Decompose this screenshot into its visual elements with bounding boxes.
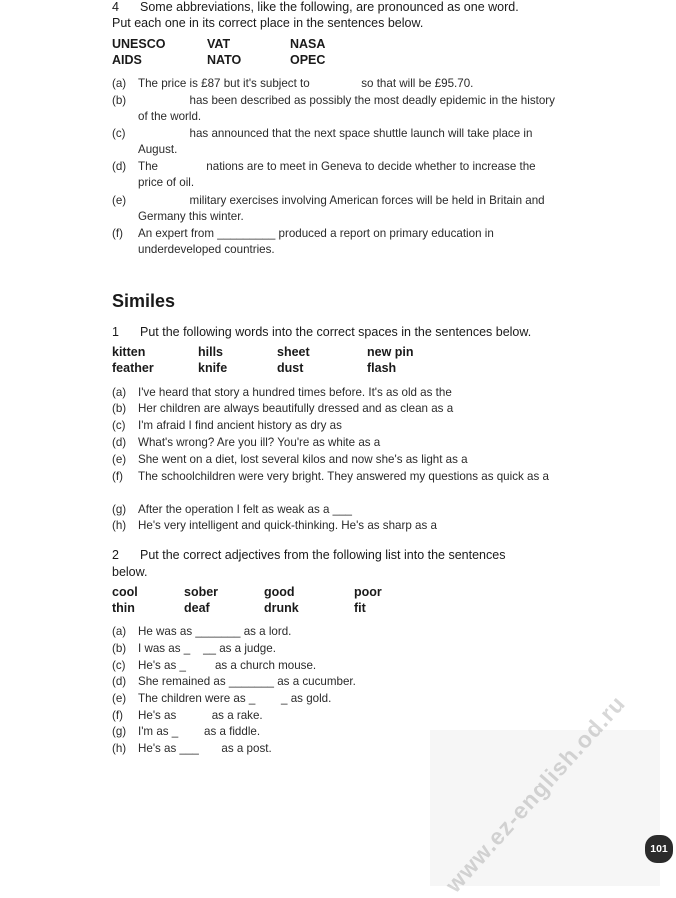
sentence-label: (f) [112,470,123,483]
ex4-instruction-line2: Put each one in its correct place in the sentences below. [112,16,424,30]
sentence-label: (e) [112,194,127,207]
word-item: UNESCO [112,37,166,51]
sentence-continuation: underdeveloped countries. [138,243,275,256]
sentence-text: Her children are always beautifully dressed and as clean as a [138,402,454,415]
sentence-label: (d) [112,160,127,173]
word-item: feather [112,361,154,375]
sentence-text: He's very intelligent and quick-thinking. He's as sharp as a [138,519,437,532]
sentence-text: The children were as _ _ as gold. [138,692,332,705]
word-item: new pin [367,345,414,359]
sentence-label: (g) [112,503,127,516]
sentence-text: He's as ___ as a post. [138,742,272,755]
ex4-number: 4 [112,0,119,14]
word-item: flash [367,361,397,375]
watermark: www.ez-english.od.ru [440,690,631,898]
sentence-label: (a) [112,625,127,638]
word-item: NASA [290,37,326,51]
sentence-label: (c) [112,659,126,672]
sentence-label: (b) [112,402,127,415]
sentence-text: has announced that the next space shuttle launch will take place in [138,127,533,140]
sentence-label: (a) [112,386,127,399]
sentence-text: has been described as possibly the most deadly epidemic in the history [138,94,555,107]
sentence-label: (f) [112,227,123,240]
sentence-label: (h) [112,742,127,755]
ex2-instruction: Put the correct adjectives from the following list into the sentences [140,548,506,562]
word-item: NATO [207,53,242,67]
sentence-text: The price is £87 but it's subject to so that will be £95.70. [138,77,474,90]
sentence-text: The nations are to meet in Geneva to decide whether to increase the [138,160,536,173]
word-item: deaf [184,601,210,615]
sentence-text: What's wrong? Are you ill? You're as white as a [138,436,381,449]
sentence-label: (h) [112,519,127,532]
sentence-text: After the operation I felt as weak as a ___ [138,503,352,516]
sentence-label: (g) [112,725,127,738]
word-item: good [264,585,295,599]
ex4-instruction-line1: Some abbreviations, like the following, are pronounced as one word. [140,0,519,14]
sentence-text: military exercises involving American forces will be held in Britain and [138,194,545,207]
sentence-label: (a) [112,77,127,90]
word-item: dust [277,361,304,375]
sentence-text: The schoolchildren were very bright. They answered my questions as quick as a [138,470,549,483]
word-item: hills [198,345,224,359]
sentence-continuation: price of oil. [138,176,195,189]
word-item: cool [112,585,138,599]
sentence-text: An expert from _________ produced a report on primary education in [138,227,494,240]
sentence-label: (d) [112,675,127,688]
word-item: kitten [112,345,146,359]
section-heading: Similes [112,291,176,311]
word-item: AIDS [112,53,142,67]
word-item: thin [112,601,135,615]
word-item: poor [354,585,382,599]
sentence-text: I'm as _ as a fiddle. [138,725,261,738]
sentence-text: I was as _ __ as a judge. [138,642,276,655]
word-item: VAT [207,37,231,51]
word-item: fit [354,601,366,615]
word-item: drunk [264,601,299,615]
sentence-text: He's as _ as a church mouse. [138,659,317,672]
word-item: sober [184,585,219,599]
sentence-text: She went on a diet, lost several kilos and now she's as light as a [138,453,468,466]
ex1-number: 1 [112,325,119,339]
sentence-continuation: Germany this winter. [138,210,244,223]
ex2-number: 2 [112,548,119,562]
sentence-text: He's as as a rake. [138,709,263,722]
sentence-text: I'm afraid I find ancient history as dry as [138,419,342,432]
page-number-badge: 101 [645,835,673,863]
word-item: knife [198,361,228,375]
sentence-label: (c) [112,419,126,432]
word-item: OPEC [290,53,326,67]
sentence-label: (c) [112,127,126,140]
sentence-label: (b) [112,642,127,655]
sentence-continuation: August. [138,143,178,156]
sentence-label: (e) [112,453,127,466]
ex2-instruction-cont: below. [112,565,148,579]
sentence-label: (e) [112,692,127,705]
sentence-label: (b) [112,94,127,107]
sentence-text: He was as _______ as a lord. [138,625,292,638]
sentence-label: (d) [112,436,127,449]
sentence-continuation: of the world. [138,110,202,123]
sentence-label: (f) [112,709,123,722]
word-item: sheet [277,345,310,359]
sentence-text: I've heard that story a hundred times before. It's as old as the [138,386,452,399]
ex1-instruction: Put the following words into the correct spaces in the sentences below. [140,325,532,339]
sentence-text: She remained as _______ as a cucumber. [138,675,356,688]
